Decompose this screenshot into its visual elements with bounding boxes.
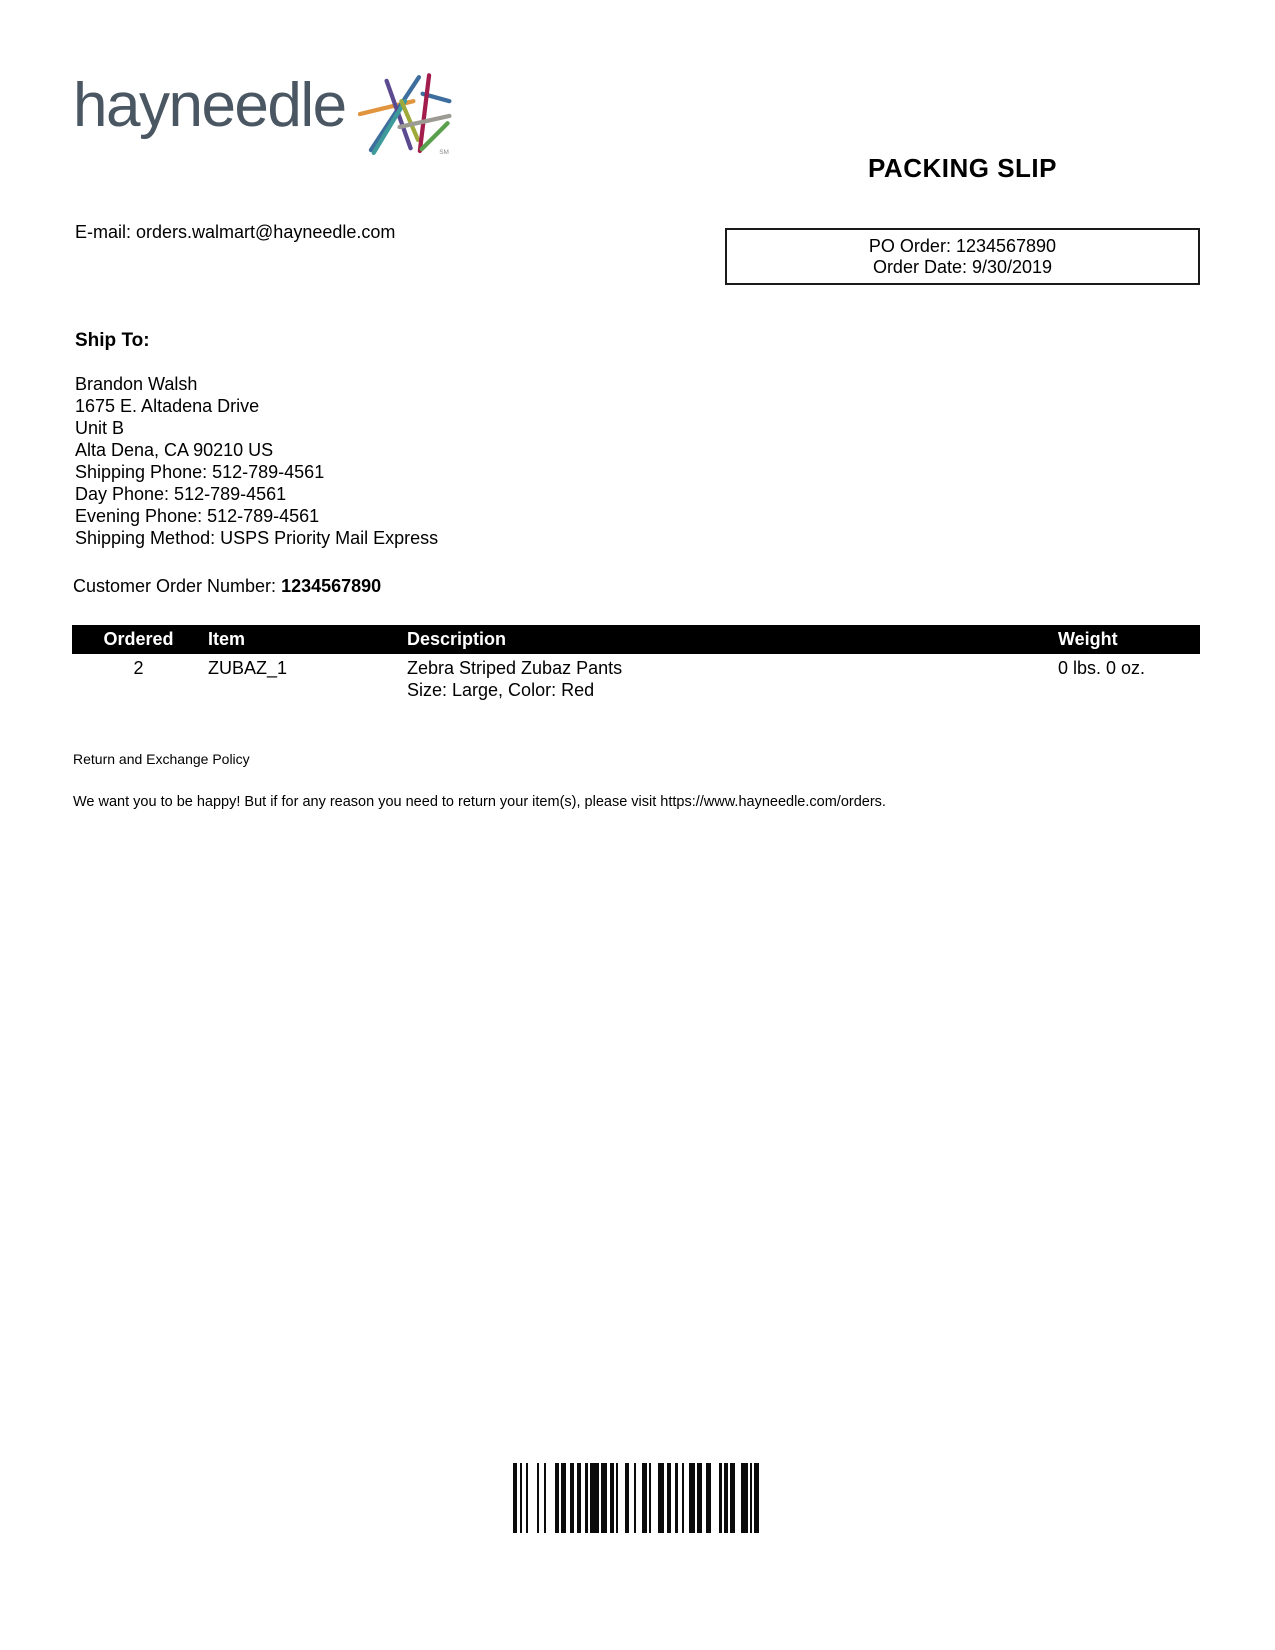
hayneedle-logo (73, 66, 454, 160)
page-title: PACKING SLIP (868, 153, 1057, 183)
header-ordered: Ordered (103, 629, 174, 649)
address-line-day-phone: Day Phone: 512-789-4561 (75, 484, 287, 504)
row-description-title: Zebra Striped Zubaz Pants (407, 658, 623, 678)
address-line-shipping-method: Shipping Method: USPS Priority Mail Express (75, 528, 439, 548)
return-policy-heading: Return and Exchange Policy (73, 751, 250, 767)
customer-order-number-value: 1234567890 (281, 576, 382, 596)
items-table (72, 625, 1200, 701)
table-row (72, 654, 1200, 701)
row-ordered-qty: 2 (133, 658, 144, 678)
order-info-box (725, 228, 1200, 285)
address-line-street: 1675 E. Altadena Drive (75, 396, 260, 416)
customer-order-number-label: Customer Order Number: (73, 576, 282, 596)
items-table-header (72, 625, 1200, 654)
address-line-name: Brandon Walsh (75, 374, 198, 394)
row-description (407, 658, 1058, 701)
trademark-sm-text: SM (438, 148, 449, 156)
address-line-evening-phone: Evening Phone: 512-789-4561 (75, 506, 320, 526)
ship-to-heading: Ship To: (75, 330, 150, 351)
ship-to-address-block (75, 373, 438, 549)
po-order-line: PO Order: 1234567890 (868, 235, 1057, 256)
order-barcode (513, 1463, 759, 1533)
address-line-shipping-phone: Shipping Phone: 512-789-4561 (75, 462, 325, 482)
contact-email-line: E-mail: orders.walmart@hayneedle.com (75, 222, 396, 242)
header-item: Item (208, 629, 246, 649)
customer-order-number-line (73, 576, 381, 597)
hayneedle-sticks-icon (358, 70, 454, 160)
row-description-options: Size: Large, Color: Red (407, 679, 595, 700)
header-weight: Weight (1058, 629, 1118, 649)
return-policy-body: We want you to be happy! But if for any reason you need to return your item(s), please visit https://www.hayneedle.com/orders. (73, 794, 886, 810)
address-line-city-state-zip: Alta Dena, CA 90210 US (75, 440, 274, 460)
row-item-sku: ZUBAZ_1 (208, 658, 288, 678)
order-date-line: Order Date: 9/30/2019 (872, 256, 1053, 277)
header-description: Description (407, 629, 507, 649)
address-line-unit: Unit B (75, 418, 125, 438)
row-weight: 0 lbs. 0 oz. (1058, 658, 1146, 678)
hayneedle-logo-text: hayneedle (73, 71, 346, 140)
